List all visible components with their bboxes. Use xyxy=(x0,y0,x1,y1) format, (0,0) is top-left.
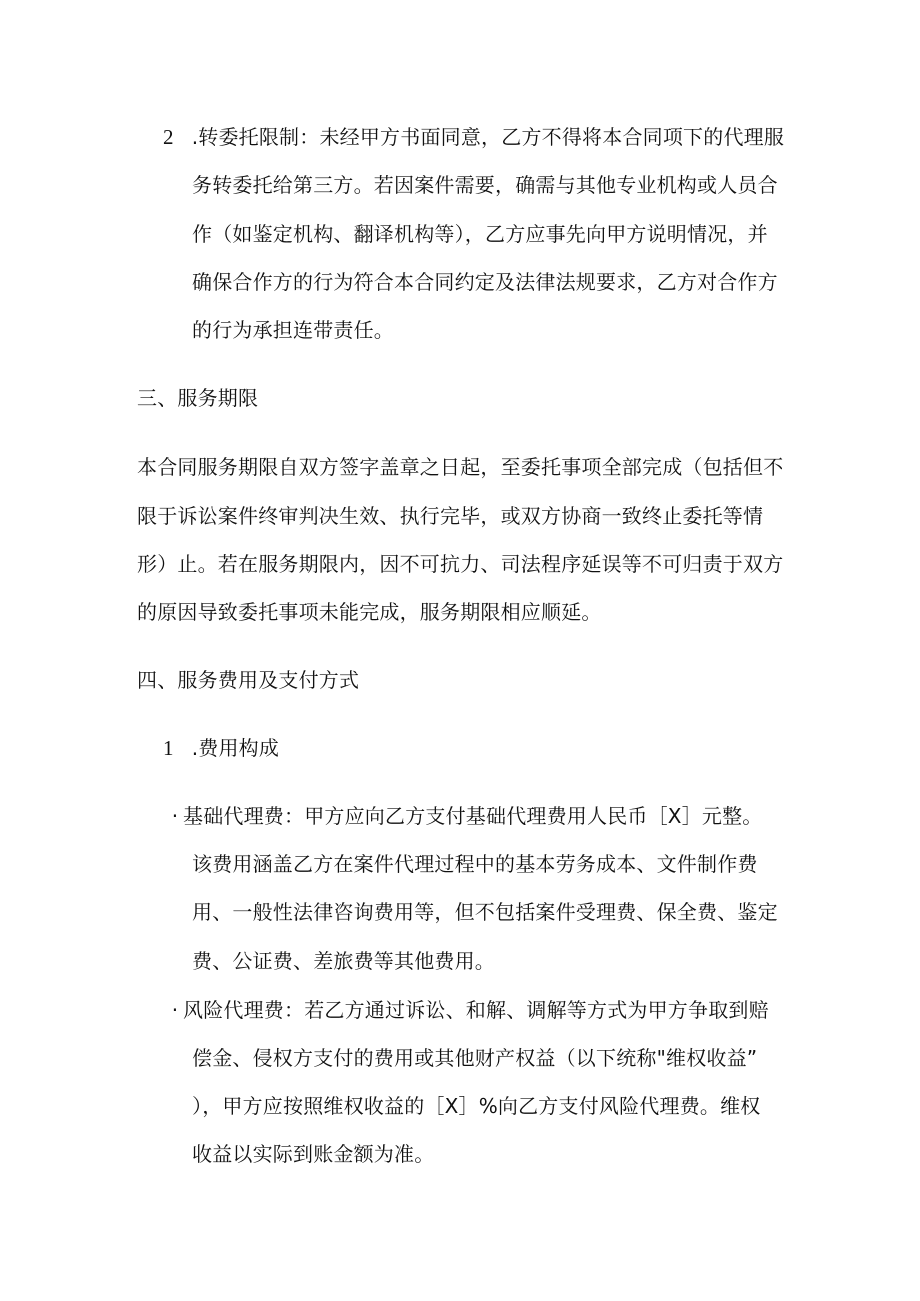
section-4-heading: 四、服务费用及支付方式 xyxy=(137,668,360,692)
sub-1-title: .费用构成 xyxy=(191,736,280,760)
bullet-1-marker: · xyxy=(171,804,179,828)
section-3-line-4: 的原因导致委托事项未能完成，服务期限相应顺延。 xyxy=(137,600,602,624)
bullet-1-line-2: 该费用涵盖乙方在案件代理过程中的基本劳务成本、文件制作费 xyxy=(192,852,758,876)
item-2-line-5: 的行为承担连带责任。 xyxy=(192,318,394,342)
item-2-text: .转委托限制：未经甲方书面同意，乙方不得将本合同项下的代理服 xyxy=(191,125,785,149)
section-3-heading: 三、服务期限 xyxy=(137,386,259,410)
bullet-1-line-1 xyxy=(167,802,763,830)
bullet-2-line-3: ），甲方应按照维权收益的［X］%向乙方支付风险代理费。维权 xyxy=(192,1094,761,1118)
sub-1-number: 1 xyxy=(163,736,174,760)
bullet-2-line-2: 偿金、侵权方支付的费用或其他财产权益（以下统称"维权收益” xyxy=(192,1046,758,1070)
item-2-line-4: 确保合作方的行为符合本合同约定及法律法规要求，乙方对合作方 xyxy=(192,270,778,294)
item-2-line-2: 务转委托给第三方。若因案件需要，确需与其他专业机构或人员合 xyxy=(192,173,778,197)
bullet-2-line-1 xyxy=(167,996,769,1024)
section-3-line-3: 形）止。若在服务期限内，因不可抗力、司法程序延误等不可归责于双方 xyxy=(137,552,784,576)
item-2-line-3: 作（如鉴定机构、翻译机构等），乙方应事先向甲方说明情况，并 xyxy=(192,222,768,246)
section-4-sub-1 xyxy=(163,734,279,762)
item-2-line-1 xyxy=(163,123,784,151)
bullet-1-line-3: 用、一般性法律咨询费用等，但不包括案件受理费、保全费、鉴定 xyxy=(192,900,778,924)
bullet-2-line-4: 收益以实际到账金额为准。 xyxy=(192,1142,435,1166)
bullet-1-text: 基础代理费：甲方应向乙方支付基础代理费用人民币［X］元整。 xyxy=(183,804,763,828)
item-2-number: 2 xyxy=(163,125,174,149)
section-3-line-1: 本合同服务期限自双方签字盖章之日起，至委托事项全部完成（包括但不 xyxy=(137,455,784,479)
bullet-1-line-4: 费、公证费、差旅费等其他费用。 xyxy=(192,949,495,973)
section-3-line-2: 限于诉讼案件终审判决生效、执行完毕，或双方协商一致终止委托等情 xyxy=(137,504,764,528)
bullet-2-marker: · xyxy=(171,998,179,1022)
bullet-2-text: 风险代理费：若乙方通过诉讼、和解、调解等方式为甲方争取到赔 xyxy=(183,998,769,1022)
